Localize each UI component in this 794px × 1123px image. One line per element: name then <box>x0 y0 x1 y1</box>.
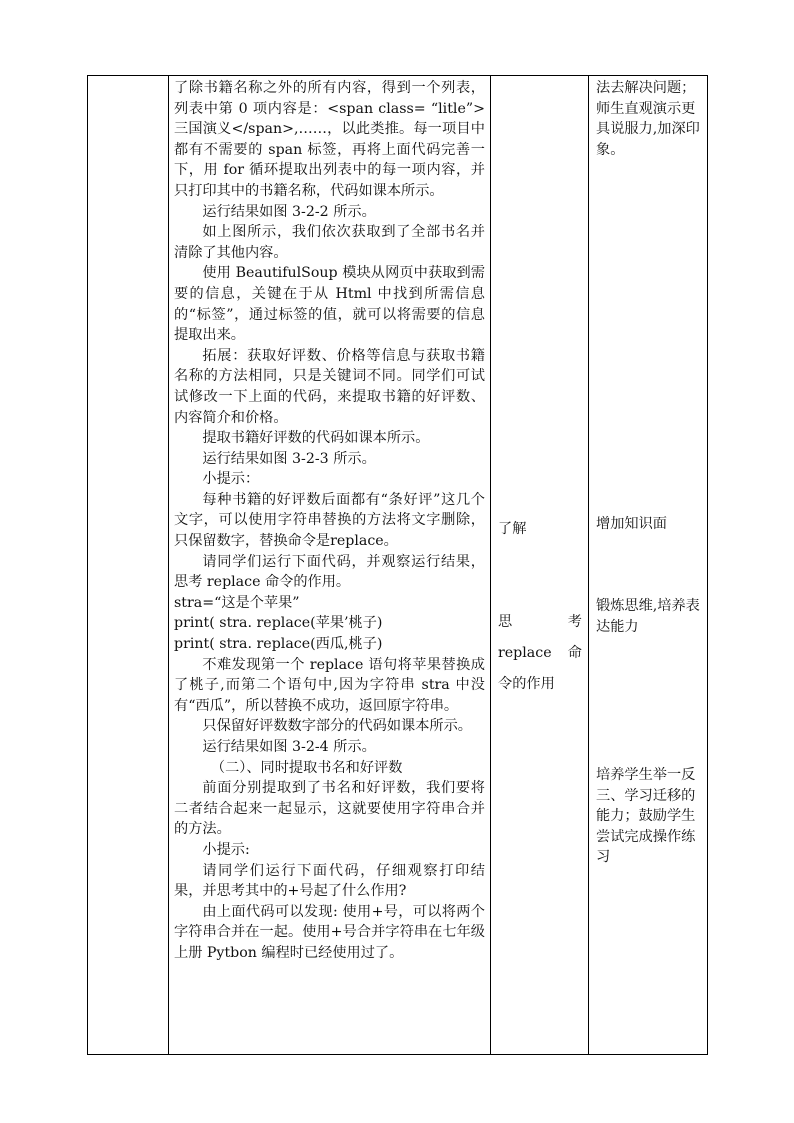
content-paragraph: 小提示： <box>202 471 260 488</box>
content-paragraph: 运行结果如图 3-2-4 所示。 <box>202 739 376 755</box>
student-note-understand: 了解 <box>498 521 527 537</box>
content-paragraph: 提取书籍好评数的代码如课本所示。 <box>202 430 430 447</box>
content-paragraph: （二）、同时提取书名和好评数 <box>210 759 403 776</box>
student-note-replace-b: 命 <box>567 645 582 661</box>
content-paragraph: 运行结果如图 3-2-2 所示。 <box>202 203 376 220</box>
teaching-content-cell <box>169 76 491 1055</box>
stage-column-cell <box>88 76 169 1055</box>
student-activity-cell <box>491 76 589 1055</box>
table-row <box>88 76 708 1055</box>
lesson-plan-table <box>87 75 708 1055</box>
content-paragraph: 小提示: <box>202 841 250 858</box>
content-paragraph: 如上图所示，我们依次获取到了全部书名并清除了其他内容。 <box>174 224 485 261</box>
student-note-think <box>498 607 582 700</box>
design-intent-thinking: 锻炼思维,培养表达能力 <box>596 598 700 635</box>
content-paragraph: 拓展：获取好评数、价格等信息与获取书籍名称的方法相同，只是关键词不同。同学们可试试修改一下上面的代码，来提取书籍的好评数、内容简介和价格。 <box>174 347 485 426</box>
design-intent-top: 法去解决问题；师生直观演示更具说服力,加深印象。 <box>596 80 700 158</box>
code-line: stra=“这是个苹果” <box>174 594 300 611</box>
student-note-think-a: 思 <box>498 614 513 630</box>
content-paragraph: 运行结果如图 3-2-3 所示。 <box>202 450 376 467</box>
content-paragraph: 由上面代码可以发现: 使用+号，可以将两个字符串合并在一起。使用+号合并字符串在七年级上册 Pytbon 编程时已经使用过了。 <box>174 903 485 961</box>
content-paragraph: 每种书籍的好评数后面都有“条好评”这几个文字，可以使用字符串替换的方法将文字删除，只保留数字，替换命令是replace。 <box>174 491 485 550</box>
content-paragraph: 前面分别提取到了书名和好评数，我们要将二者结合起来一起显示，这就要使用字符串合并的方法。 <box>174 780 485 838</box>
student-note-replace-a: replace <box>498 645 552 661</box>
content-paragraph: 请同学们运行下面代码，仔细观察打印结果，并思考其中的+号起了什么作用? <box>174 862 485 900</box>
content-paragraph: 使用 BeautifulSoup 模块从网页中获取到需要的信息，关键在于从 Html 中找到所需信息的“标签”，通过标签的值，就可以将需要的信息提取出来。 <box>174 265 485 344</box>
code-line: print( stra. replace(苹果’桃子) <box>174 615 383 632</box>
design-intent-transfer: 培养学生举一反三、学习迁移的能力；鼓励学生尝试完成操作练习 <box>596 767 696 866</box>
content-paragraph: 请同学们运行下面代码，并观察运行结果，思考 replace 命令的作用。 <box>174 553 485 591</box>
content-paragraph: 不难发现第一个 replace 语句将苹果替换成了桃子,而第二个语句中,因为字符串 stra 中没有“西瓜”，所以替换不成功，返回原字符串。 <box>174 656 485 714</box>
design-intent-knowledge: 增加知识面 <box>596 516 667 532</box>
content-paragraph: 了除书籍名称之外的所有内容，得到一个列表，列表中第 0 项内容是：<span class= “litle”>三国演义</span>,……，以此类推。每一项目中都有不需要的 span 标签，再将上面代码完善一下，用 for 循环提取出列表中的每一项内容，并只打印其中的书籍名称，代码如课本所示。 <box>174 80 485 199</box>
student-note-think-b: 考 <box>567 614 582 630</box>
design-intent-cell <box>589 76 708 1055</box>
teaching-content-text <box>169 76 490 964</box>
code-line: print( stra. replace(西瓜,桃子) <box>174 636 383 653</box>
student-note-role: 令的作用 <box>498 676 555 692</box>
content-paragraph: 只保留好评数数字部分的代码如课本所示。 <box>202 718 472 735</box>
